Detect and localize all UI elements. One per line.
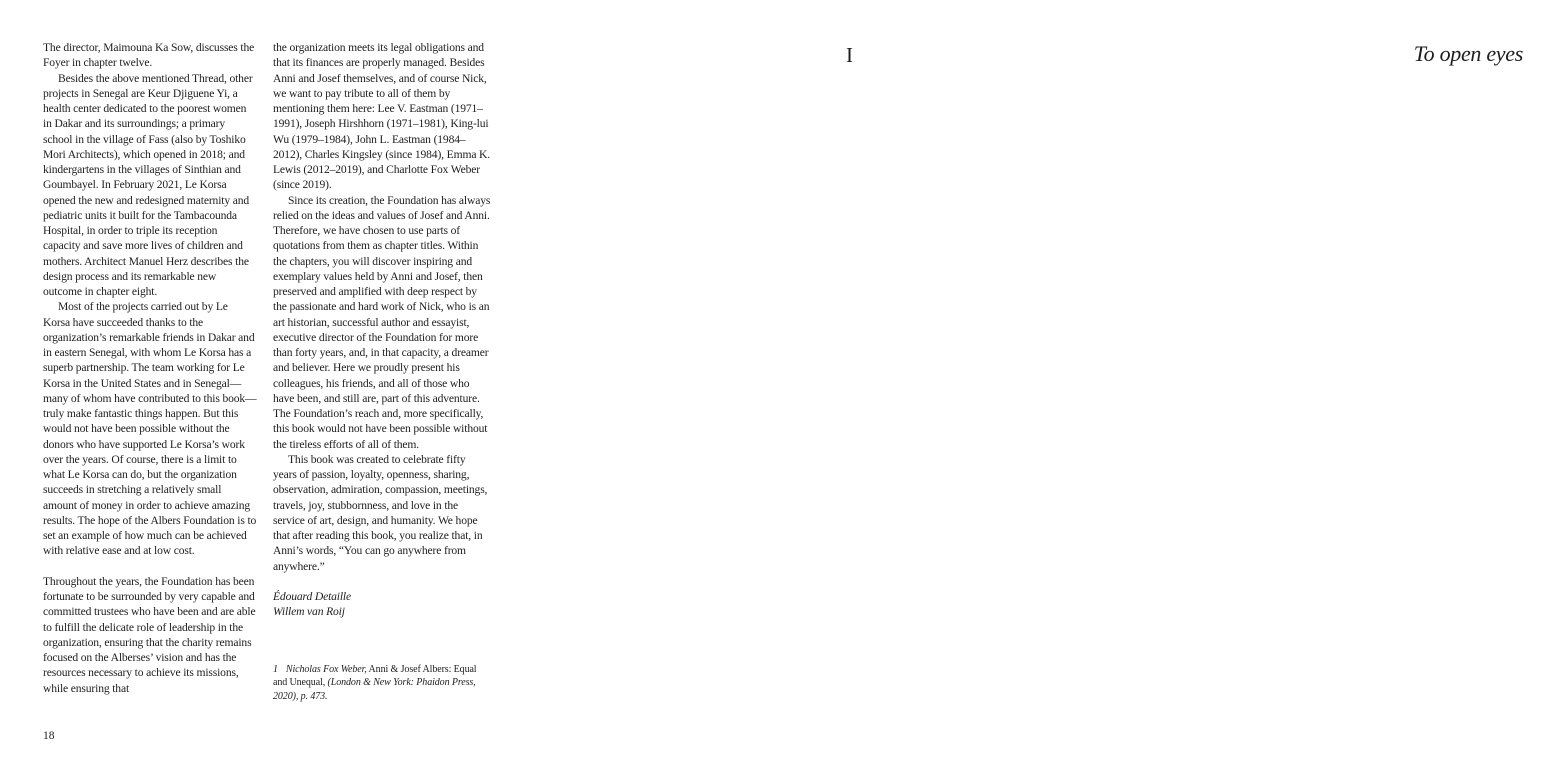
text-column-2 xyxy=(273,40,491,703)
paragraph: Since its creation, the Foundation has always relied on the ideas and values of Josef and Anni. Therefore, we have chosen to use parts of quotations from them as chapter titles. Within the chapters, you will discover inspiring and exemplary values held by Anni and Josef, then preserved and amplified with deep respect by the passionate and hard work of Nick, who is an art historian, successful author and essayist, executive director of the Foundation for more than forty years, and, in that capacity, a dreamer and believer. Here we proudly present his colleagues, his friends, and all of those who have been, and still are, part of this adventure. The Foundation’s reach and, more specifically, this book would not have been possible without the tireless efforts of all of them. xyxy=(273,193,491,451)
page-number: 18 xyxy=(43,729,55,742)
signature-block xyxy=(273,589,491,620)
paragraph: The director, Maimouna Ka Sow, discusses the Foyer in chapter twelve. xyxy=(43,41,255,70)
paragraph: the organization meets its legal obligations and that its finances are properly managed. Besides Anni and Josef themselves, and of course Nick, we want to pay tribute to all of them by mentioning them here: Lee V. Eastman (1971–1991), Joseph Hirshhorn (1971–1981), King-lui Wu (1979–1984), John L. Eastman (1984–2012), Charles Kingsley (since 1984), Emma K. Lewis (2012–2019), and Charlotte Fox Weber (since 2019). xyxy=(273,41,491,192)
footnote-title: Anni & Josef Albers: Equal and Unequal, xyxy=(273,664,477,689)
footnote-number: 1 xyxy=(273,664,278,676)
paragraph: This book was created to celebrate fifty years of passion, loyalty, openness, sharing, observation, admiration, compassion, meetings, travels, joy, stubbornness, and love in the service of art, design, and humanity. We hope that after reading this book, you realize that, in Anni’s words, “You can go anywhere from anywhere.” xyxy=(273,452,488,573)
chapter-title: To open eyes xyxy=(1413,41,1523,66)
paragraph: Besides the above mentioned Thread, other projects in Senegal are Keur Djiguene Yi, a health center dedicated to the poorest women in Dakar and its surroundings; a primary school in the village of Fass (also by Toshiko Mori Architects), which opened in 2018; and kindergartens in the villages of Sinthian and Goumbayel. In February 2021, Le Korsa opened the new and redesigned maternity and pediatric units it built for the Tambacounda Hospital, in order to triple its reception capacity and save more lives of children and mothers. Architect Manuel Herz describes the design process and its remarkable new outcome in chapter eight. xyxy=(43,71,253,298)
signature-name: Willem van Roij xyxy=(273,605,345,618)
text-column-1 xyxy=(43,40,257,696)
footnote xyxy=(273,663,491,703)
signature-name: Édouard Detaille xyxy=(273,589,351,603)
paragraph: Throughout the years, the Foundation has been fortunate to be surrounded by very capable and committed trustees who have been and are able to fulfill the delicate role of leadership in the organization, ensuring that the charity remains focused on the Alberses’ vision and has the resources necessary to achieve its missions, while ensuring that xyxy=(43,574,256,695)
chapter-number: I xyxy=(846,43,853,67)
footnote-publication: (London & New York: Phaidon Press, 2020), p. 473. xyxy=(273,677,476,702)
paragraph: Most of the projects carried out by Le Korsa have succeeded thanks to the organization’s remarkable friends in Dakar and in eastern Senegal, with whom Le Korsa has a superb partnership. The team working for Le Korsa in the United States and in Senegal—many of whom have contributed to this book—truly make fantastic things happen. But this would not have been possible without the donors who have supported Le Korsa’s work over the years. Of course, there is a limit to what Le Korsa can do, but the organization succeeds in stretching a relatively small amount of money in order to achieve amazing results. The hope of the Albers Foundation is to set an example of how much can be achieved with relative ease and at low cost. xyxy=(43,300,257,558)
footnote-author: Nicholas Fox Weber, xyxy=(285,664,367,676)
right-page xyxy=(782,0,1565,782)
left-page xyxy=(0,0,782,782)
